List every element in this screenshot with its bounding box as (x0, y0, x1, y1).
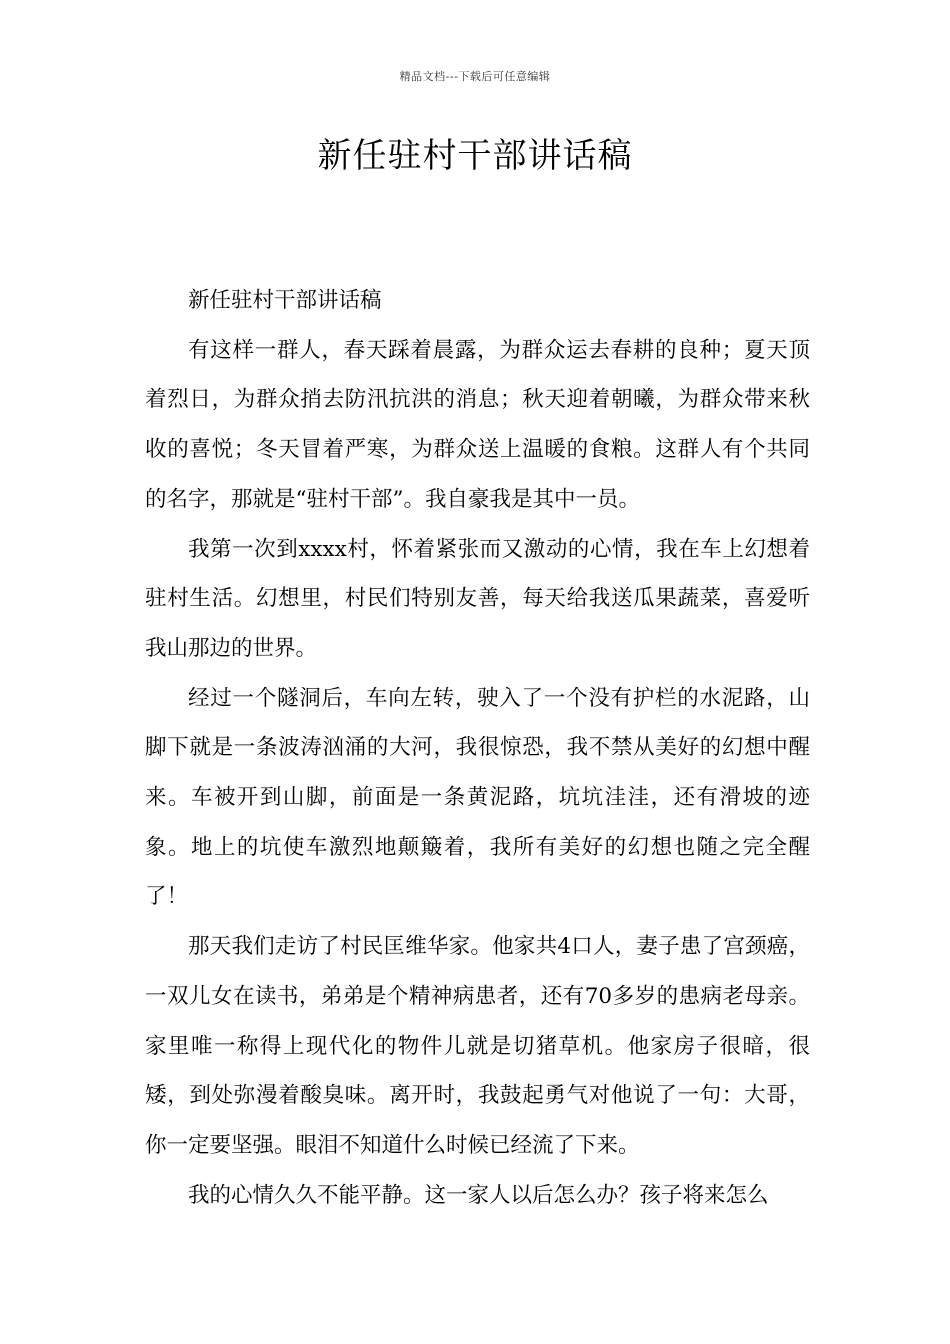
paragraph: 那天我们走访了村民匡维华家。他家共4口人，妻子患了宫颈癌，一双儿女在读书，弟弟是个精神病患者，还有70多岁的患病老母亲。家里唯一称得上现代化的物件儿就是切猪草机。他家房子很暗，很矮，到处弥漫着酸臭味。离开时，我鼓起勇气对他说了一句：大哥，你一定要坚强。眼泪不知道什么时候已经流了下来。 (145, 934, 810, 1158)
paragraph-subtitle: 新任驻村干部讲话稿 (188, 288, 382, 313)
paragraph: 有这样一群人，春天踩着晨露，为群众运去春耕的良种；夏天顶着烈日，为群众捎去防汛抗洪的消息；秋天迎着朝曦，为群众带来秋收的喜悦；冬天冒着严寒，为群众送上温暖的食粮。这群人有个共同的名字，那就是“驻村干部”。我自豪我是其中一员。 (145, 337, 810, 512)
paragraph: 我的心情久久不能平静。这一家人以后怎么办？孩子将来怎么 (188, 1182, 769, 1208)
document-title: 新任驻村干部讲话稿 (317, 136, 633, 176)
paragraph: 我第一次到xxxx村，怀着紧张而又激动的心情，我在车上幻想着驻村生活。幻想里，村民们特别友善，每天给我送瓜果蔬菜，喜爱听我山那边的世界。 (145, 536, 810, 661)
paragraph: 经过一个隧洞后，车向左转，驶入了一个没有护栏的水泥路，山脚下就是一条波涛汹涌的大河，我很惊恐，我不禁从美好的幻想中醒来。车被开到山脚，前面是一条黄泥路，坑坑洼洼，还有滑坡的迹象。地上的坑使车激烈地颠簸着，我所有美好的幻想也随之完全醒了！ (145, 685, 810, 910)
document-body (145, 276, 810, 1220)
page-header: 精品文档---下载后可任意编辑 (399, 70, 551, 83)
